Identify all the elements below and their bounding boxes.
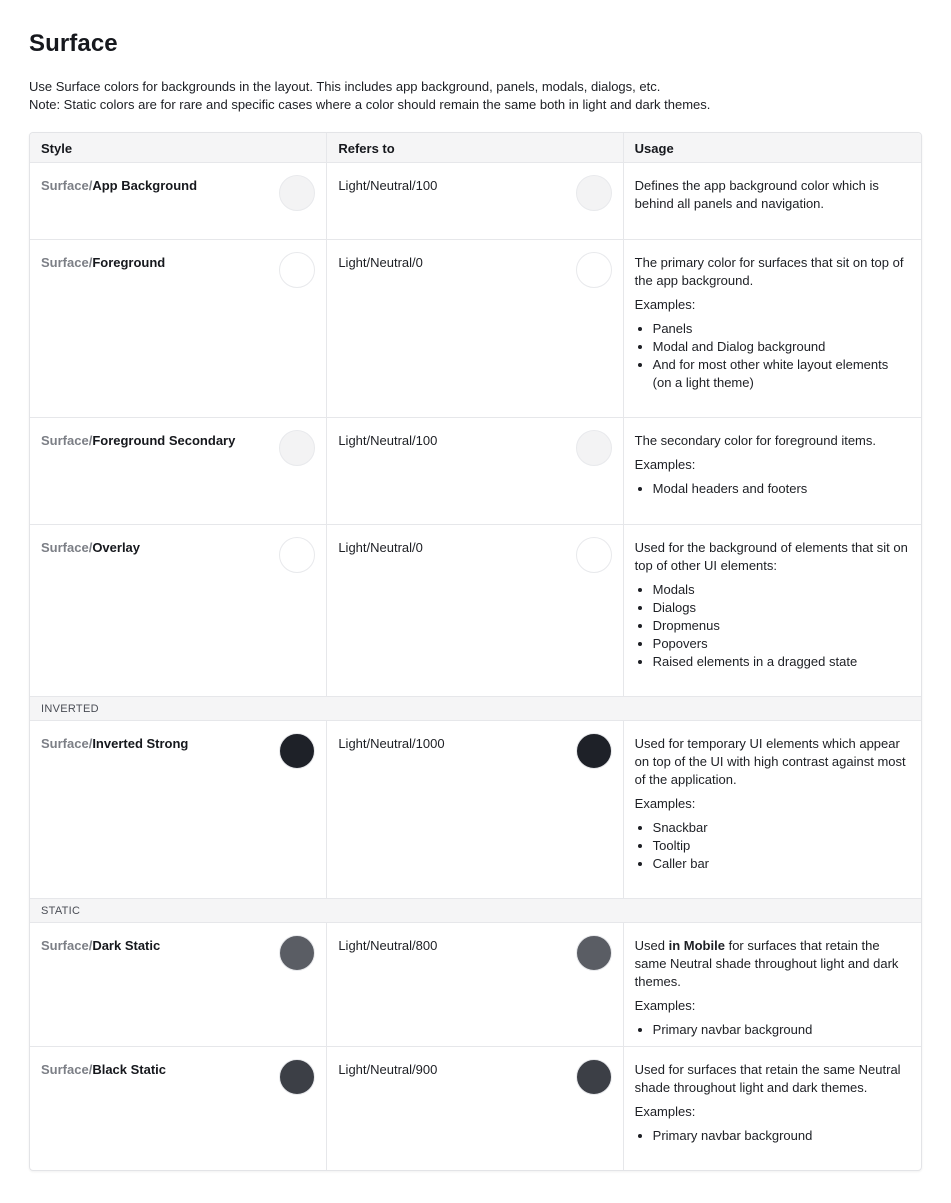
header-refers-to: Refers to <box>326 133 622 162</box>
usage-examples-label: Examples: <box>634 998 696 1013</box>
usage-text: Used for the background of elements that sit on top of other UI elements: <box>634 540 908 573</box>
style-prefix: Surface/ <box>41 1062 93 1077</box>
style-prefix: Surface/ <box>41 736 93 751</box>
usage-text: Used for temporary UI elements which appear on top of the UI with high contrast against most of the application. <box>634 736 906 787</box>
refers-token: Light/Neutral/900 <box>338 1062 438 1077</box>
refers-token: Light/Neutral/100 <box>338 433 438 448</box>
refers-cell <box>326 418 622 524</box>
color-swatch <box>576 430 612 466</box>
list-item: • Primary navbar background <box>653 1127 910 1145</box>
color-swatch <box>279 430 315 466</box>
style-name: App Background <box>92 178 198 193</box>
usage-cell <box>623 923 921 1046</box>
table-row <box>30 720 921 898</box>
list-item: • Modals <box>653 581 910 599</box>
color-swatch <box>576 935 612 971</box>
usage-bold: in Mobile <box>668 938 725 953</box>
intro-line-1: Use Surface colors for backgrounds in the layout. This includes app background, panels, modals, dialogs, etc. <box>29 79 661 94</box>
list-item: • Modal headers and footers <box>653 480 910 498</box>
style-name: Foreground Secondary <box>92 433 236 448</box>
usage-list <box>653 1127 910 1145</box>
refers-cell <box>326 1047 622 1170</box>
list-item: • Snackbar <box>653 819 910 837</box>
list-item: • Tooltip <box>653 837 910 855</box>
color-swatch <box>279 733 315 769</box>
usage-text: Used for surfaces that retain the same Neutral shade throughout light and dark themes. <box>634 1062 901 1095</box>
list-item: • And for most other white layout elements (on a light theme) <box>653 356 910 392</box>
refers-cell <box>326 240 622 417</box>
color-swatch <box>279 935 315 971</box>
color-swatch <box>576 1059 612 1095</box>
style-prefix: Surface/ <box>41 255 93 270</box>
section-label-inverted: INVERTED <box>30 696 921 720</box>
page-title: Surface <box>29 30 118 57</box>
section-label-static: STATIC <box>30 898 921 922</box>
usage-examples-label: Examples: <box>634 457 696 472</box>
refers-token: Light/Neutral/800 <box>338 938 438 953</box>
color-swatch <box>576 537 612 573</box>
table-row <box>30 162 921 239</box>
style-prefix: Surface/ <box>41 938 93 953</box>
header-style: Style <box>41 141 73 156</box>
style-prefix: Surface/ <box>41 540 93 555</box>
usage-list <box>653 320 910 392</box>
list-item: • Dialogs <box>653 599 910 617</box>
color-swatch <box>576 733 612 769</box>
color-swatch <box>279 537 315 573</box>
table-header <box>30 133 921 162</box>
usage-cell <box>623 525 921 696</box>
style-prefix: Surface/ <box>41 178 93 193</box>
style-cell <box>30 721 326 898</box>
usage-list <box>653 1021 910 1039</box>
color-swatch <box>576 252 612 288</box>
style-name: Black Static <box>92 1062 167 1077</box>
list-item: • Modal and Dialog background <box>653 338 910 356</box>
style-name: Dark Static <box>92 938 161 953</box>
usage-list <box>653 581 910 671</box>
refers-cell <box>326 525 622 696</box>
style-cell <box>30 923 326 1046</box>
usage-cell <box>623 418 921 524</box>
usage-cell <box>623 240 921 417</box>
refers-token: Light/Neutral/100 <box>338 178 438 193</box>
refers-cell <box>326 923 622 1046</box>
intro-line-2: Note: Static colors are for rare and specific cases where a color should remain the same both in light and dark themes. <box>29 97 711 112</box>
color-swatch <box>279 252 315 288</box>
usage-text: Defines the app background color which is behind all panels and navigation. <box>634 178 879 211</box>
color-swatch <box>576 175 612 211</box>
list-item: • Raised elements in a dragged state <box>653 653 910 671</box>
refers-token: Light/Neutral/0 <box>338 540 423 555</box>
usage-pre: Used <box>634 938 669 953</box>
surface-table <box>29 132 922 1171</box>
table-row <box>30 524 921 696</box>
list-item: • Primary navbar background <box>653 1021 910 1039</box>
list-item: • Popovers <box>653 635 910 653</box>
style-cell <box>30 1047 326 1170</box>
style-cell <box>30 240 326 417</box>
color-swatch <box>279 1059 315 1095</box>
refers-token: Light/Neutral/0 <box>338 255 423 270</box>
usage-cell <box>623 721 921 898</box>
usage-text <box>635 937 910 991</box>
color-swatch <box>279 175 315 211</box>
style-cell <box>30 418 326 524</box>
usage-cell <box>623 163 921 239</box>
header-usage: Usage <box>623 133 921 162</box>
list-item: • Caller bar <box>653 855 910 873</box>
refers-token: Light/Neutral/1000 <box>338 736 445 751</box>
table-row <box>30 417 921 524</box>
style-name: Foreground <box>92 255 166 270</box>
usage-list <box>653 819 910 873</box>
style-name: Inverted Strong <box>92 736 189 751</box>
refers-cell <box>326 163 622 239</box>
table-row <box>30 1046 921 1170</box>
usage-text: The primary color for surfaces that sit on top of the app background. <box>634 255 904 288</box>
refers-cell <box>326 721 622 898</box>
usage-list <box>653 480 910 498</box>
usage-examples-label: Examples: <box>634 1104 696 1119</box>
style-cell <box>30 525 326 696</box>
usage-examples-label: Examples: <box>634 796 696 811</box>
list-item: • Dropmenus <box>653 617 910 635</box>
intro-text <box>29 78 710 114</box>
usage-post: for surfaces that retain the same Neutral shade throughout light and dark themes. <box>634 938 899 989</box>
usage-cell <box>623 1047 921 1170</box>
style-name: Overlay <box>92 540 141 555</box>
list-item: • Panels <box>653 320 910 338</box>
style-prefix: Surface/ <box>41 433 93 448</box>
usage-examples-label: Examples: <box>634 297 696 312</box>
table-row <box>30 239 921 417</box>
usage-text: The secondary color for foreground items. <box>634 433 876 448</box>
table-row <box>30 922 921 1046</box>
style-cell <box>30 163 326 239</box>
